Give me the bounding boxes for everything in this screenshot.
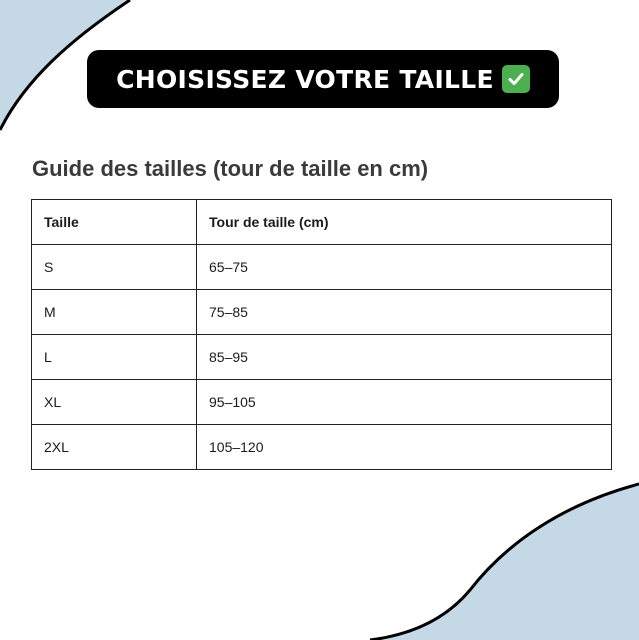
waist-cell: 65–75 bbox=[197, 245, 612, 290]
table-row bbox=[32, 425, 612, 470]
table-row bbox=[32, 335, 612, 380]
size-guide-title: Guide des tailles (tour de taille en cm) bbox=[32, 156, 429, 181]
size-column-header: Taille bbox=[32, 200, 197, 245]
check-mark-icon bbox=[502, 65, 530, 93]
bottom-right-wave bbox=[370, 484, 639, 640]
size-guide-table bbox=[31, 199, 612, 470]
size-cell: M bbox=[32, 290, 197, 335]
waist-cell: 85–95 bbox=[197, 335, 612, 380]
size-cell: 2XL bbox=[32, 425, 197, 470]
waist-cell: 75–85 bbox=[197, 290, 612, 335]
waist-cell: 95–105 bbox=[197, 380, 612, 425]
size-cell: L bbox=[32, 335, 197, 380]
size-cell: S bbox=[32, 245, 197, 290]
table-row bbox=[32, 245, 612, 290]
waist-column-header: Tour de taille (cm) bbox=[197, 200, 612, 245]
size-cell: XL bbox=[32, 380, 197, 425]
table-row bbox=[32, 290, 612, 335]
choose-size-banner bbox=[87, 50, 559, 108]
banner-title: CHOISISSEZ VOTRE TAILLE bbox=[116, 64, 494, 94]
table-header-row bbox=[32, 200, 612, 245]
table-row bbox=[32, 380, 612, 425]
waist-cell: 105–120 bbox=[197, 425, 612, 470]
